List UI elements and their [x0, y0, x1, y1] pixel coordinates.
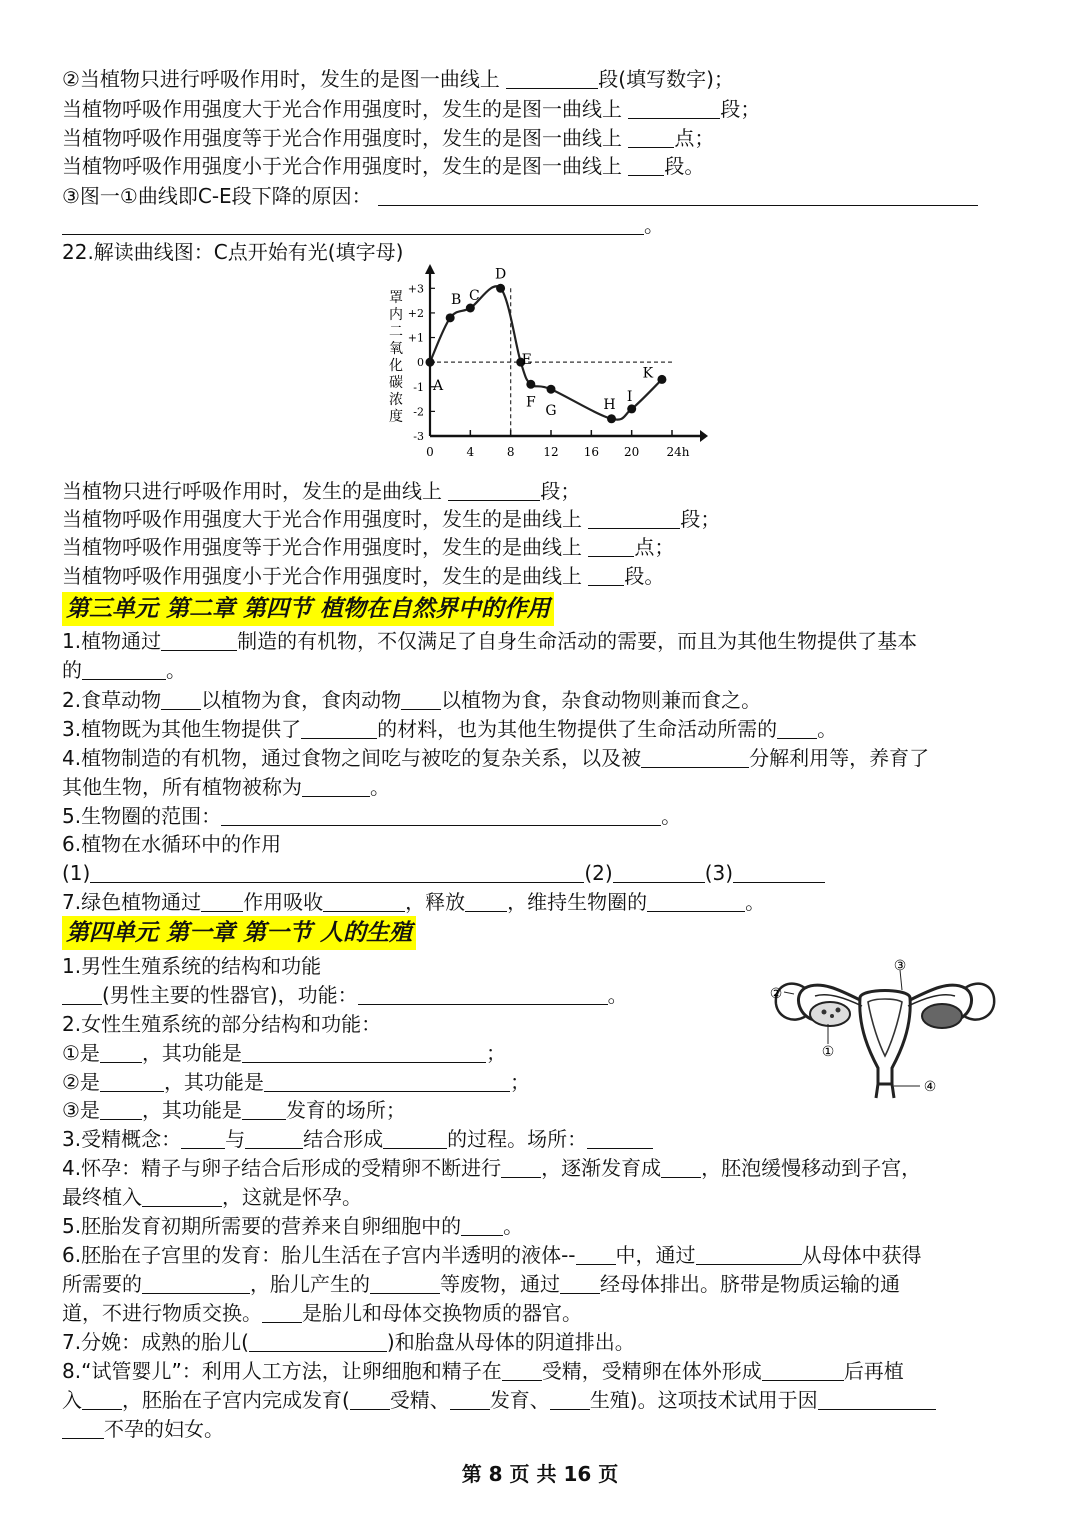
answer-blank[interactable]: [560, 1275, 600, 1294]
page-footer: 第 8 页 共 16 页: [461, 1462, 619, 1486]
answer-blank[interactable]: [613, 864, 705, 883]
answer-blank[interactable]: [323, 893, 405, 912]
answer-blank[interactable]: [588, 510, 680, 529]
answer-blank[interactable]: [350, 1391, 390, 1410]
x-tick-label: 24h: [666, 445, 690, 459]
answer-blank[interactable]: [142, 1188, 222, 1207]
data-point: [526, 380, 535, 389]
section-heading: 第三单元 第二章 第四节 植物在自然界中的作用: [62, 592, 554, 626]
answer-blank[interactable]: [249, 1333, 387, 1352]
text-line: 道，不进行物质交换。 是胎儿和母体交换物质的器官。: [62, 1301, 582, 1325]
y-tick-label: -2: [413, 405, 424, 419]
point-label: B: [451, 291, 462, 308]
y-tick-label: +2: [407, 306, 424, 320]
y-label-char: 氧: [389, 341, 403, 357]
x-tick-label: 12: [543, 445, 559, 459]
answer-blank[interactable]: [358, 986, 608, 1005]
answer-blank[interactable]: [242, 1101, 286, 1120]
point-label: E: [521, 352, 532, 369]
answer-blank[interactable]: [587, 1130, 653, 1149]
text-line: 不孕的妇女。: [62, 1416, 224, 1442]
answer-blank[interactable]: [628, 129, 674, 148]
text-line: 3.受精概念： 与 结合形成 的过程。场所：: [62, 1126, 653, 1152]
text-line: (男性主要的性器官)，功能： 。: [62, 982, 628, 1008]
section-heading: 第四单元 第一章 第一节 人的生殖: [62, 916, 416, 950]
text-line: 4.怀孕：精子与卵子结合后形成的受精卵不断进行 ，逐渐发育成 ，胚泡缓慢移动到子宫，: [62, 1156, 922, 1180]
answer-blank[interactable]: [264, 1073, 510, 1092]
label-2: ②: [769, 986, 783, 1002]
y-label-char: 浓: [389, 392, 403, 408]
text-line: 当植物呼吸作用强度小于光合作用强度时，发生的是图一曲线上 段。: [62, 154, 705, 178]
x-tick-label: 4: [466, 445, 475, 459]
answer-blank[interactable]: [401, 691, 441, 710]
text-line: (1) (2) (3): [62, 860, 825, 886]
y-tick-label: -3: [413, 430, 424, 443]
answer-blank[interactable]: [221, 807, 661, 826]
text-line: 。: [62, 212, 664, 238]
label-3: ③: [893, 958, 907, 974]
answer-blank[interactable]: [588, 538, 634, 557]
answer-blank[interactable]: [661, 1159, 701, 1178]
answer-blank[interactable]: [100, 1073, 164, 1092]
answer-blank[interactable]: [201, 893, 243, 912]
text-line: ②是 ，其功能是 ；: [62, 1070, 530, 1094]
y-axis-arrow: [425, 264, 435, 274]
answer-blank[interactable]: [62, 986, 102, 1005]
text-line: 当植物呼吸作用强度大于光合作用强度时，发生的是曲线上 段；: [62, 507, 721, 531]
answer-blank[interactable]: [461, 1217, 503, 1236]
answer-blank[interactable]: [62, 1420, 104, 1439]
data-point: [466, 304, 475, 313]
text-line: 6.植物在水循环中的作用: [62, 832, 282, 856]
point-label: G: [545, 403, 557, 420]
answer-blank[interactable]: [181, 1130, 225, 1149]
answer-blank[interactable]: [762, 1362, 844, 1381]
data-point: [446, 313, 455, 322]
point-label: H: [603, 396, 616, 413]
point-label: C: [468, 288, 480, 304]
answer-blank[interactable]: [696, 1246, 802, 1265]
y-label-char: 度: [389, 409, 403, 425]
data-point: [657, 375, 666, 384]
x-tick-label: 20: [624, 445, 640, 459]
answer-blank[interactable]: [628, 157, 664, 176]
text-line: 4.植物制造的有机物，通过食物之间吃与被吃的复杂关系，以及被 分解利用等，养育了: [62, 746, 930, 770]
answer-blank[interactable]: [161, 632, 237, 651]
answer-blank[interactable]: [647, 893, 745, 912]
text-line: 当植物呼吸作用强度等于光合作用强度时，发生的是图一曲线上 点；: [62, 126, 715, 150]
text-line: 当植物呼吸作用强度小于光合作用强度时，发生的是曲线上 段。: [62, 564, 665, 588]
text-line: 入 ，胚胎在子宫内完成发育( 受精、 发育、 生殖)。这项技术试用于因: [62, 1387, 936, 1413]
answer-blank[interactable]: [383, 1130, 447, 1149]
question-22: 22.解读曲线图：C点开始有光(填字母): [62, 240, 404, 264]
point-label: F: [525, 394, 536, 411]
answer-blank[interactable]: [302, 778, 370, 797]
co2-curve-chart: [372, 264, 708, 464]
y-axis-label: [389, 290, 403, 425]
text-line: 当植物呼吸作用强度大于光合作用强度时，发生的是图一曲线上 段；: [62, 97, 761, 121]
text-line: 5.生物圈的范围： 。: [62, 804, 682, 828]
point-label: K: [642, 365, 654, 382]
answer-blank[interactable]: [62, 216, 644, 235]
answer-blank[interactable]: [301, 720, 377, 739]
y-tick-label: +1: [407, 331, 424, 345]
y-label-char: 内: [389, 307, 403, 323]
text-line: 所需要的 ，胎儿产生的 等废物，通过 经母体排出。脐带是物质运输的通: [62, 1272, 900, 1296]
answer-blank[interactable]: [82, 661, 166, 680]
answer-blank[interactable]: [506, 70, 598, 89]
answer-blank[interactable]: [501, 1159, 541, 1178]
text-line: 6.胚胎在子宫里的发育：胎儿生活在子宫内半透明的液体-- 中，通过 从母体中获得: [62, 1243, 922, 1267]
x-axis-arrow: [700, 430, 708, 442]
answer-blank[interactable]: [502, 1362, 542, 1381]
x-tick-label: 8: [506, 445, 515, 459]
answer-blank[interactable]: [161, 691, 201, 710]
answer-blank[interactable]: [576, 1246, 616, 1265]
answer-blank[interactable]: [448, 482, 540, 501]
text-line: ②当植物只进行呼吸作用时，发生的是图一曲线上 段(填写数字)；: [62, 67, 734, 91]
answer-blank[interactable]: [378, 187, 978, 206]
answer-blank[interactable]: [550, 1391, 590, 1410]
label-1: ①: [821, 1044, 835, 1060]
answer-blank[interactable]: [777, 720, 817, 739]
text-line: 其他生物，所有植物被称为 。: [62, 775, 390, 799]
text-line: 1.植物通过 制造的有机物，不仅满足了自身生命活动的需要，而且为其他生物提供了基本: [62, 629, 918, 653]
answer-blank[interactable]: [370, 1275, 440, 1294]
answer-blank[interactable]: [245, 1130, 303, 1149]
text-line: 1.男性生殖系统的结构和功能: [62, 954, 322, 978]
x-tick-label: 0: [426, 445, 434, 459]
point-label: A: [432, 378, 444, 395]
text-line: 3.植物既为其他生物提供了 的材料，也为其他生物提供了生命活动所需的 。: [62, 717, 838, 741]
answer-blank[interactable]: [90, 864, 584, 883]
answer-blank[interactable]: [262, 1304, 302, 1323]
text-line: 最终植入 ，这就是怀孕。: [62, 1185, 362, 1209]
text-line: 2.女性生殖系统的部分结构和功能：: [62, 1012, 382, 1036]
text-line: ③图一①曲线即C-E段下降的原因：: [62, 183, 978, 209]
answer-blank[interactable]: [100, 1044, 142, 1063]
y-label-char: 二: [389, 324, 403, 340]
point-label: I: [626, 388, 633, 405]
answer-blank[interactable]: [450, 1391, 490, 1410]
y-label-char: 碳: [389, 375, 403, 391]
text-line: ①是 ，其功能是 ；: [62, 1041, 506, 1065]
answer-blank[interactable]: [242, 1044, 486, 1063]
text-line: 当植物呼吸作用强度等于光合作用强度时，发生的是曲线上 点；: [62, 535, 675, 559]
label-4: ④: [923, 1079, 937, 1095]
data-point: [496, 284, 505, 293]
answer-blank[interactable]: [588, 567, 624, 586]
x-tick-label: 16: [583, 445, 599, 459]
answer-blank[interactable]: [733, 864, 825, 883]
data-point: [627, 404, 636, 413]
data-point: [607, 414, 616, 423]
y-tick-label: -1: [413, 380, 424, 394]
answer-blank[interactable]: [641, 749, 749, 768]
text-line: 的 。: [62, 658, 186, 682]
y-tick-label: 0: [417, 356, 424, 370]
text-line: 7.绿色植物通过 作用吸收 ，释放 ，维持生物圈的 。: [62, 890, 766, 914]
y-label-char: 罩: [389, 290, 403, 306]
answer-blank[interactable]: [818, 1391, 936, 1410]
y-label-char: 化: [389, 358, 403, 374]
answer-blank[interactable]: [82, 1391, 122, 1410]
data-point: [547, 385, 556, 394]
text-line: ③是 ，其功能是 发育的场所；: [62, 1098, 406, 1122]
point-label: D: [494, 266, 507, 283]
data-point: [426, 358, 435, 367]
female-reproductive-diagram: [760, 958, 1010, 1100]
answer-blank[interactable]: [100, 1101, 142, 1120]
text-line: 2.食草动物 以植物为食，食肉动物 以植物为食，杂食动物则兼而食之。: [62, 688, 762, 712]
text-line: 7.分娩：成熟的胎儿( )和胎盘从母体的阴道排出。: [62, 1330, 635, 1354]
text-line: 当植物只进行呼吸作用时，发生的是曲线上 段；: [62, 479, 581, 503]
answer-blank[interactable]: [628, 100, 720, 119]
y-tick-label: +3: [407, 282, 424, 296]
text-line: 8.“试管婴儿”：利用人工方法，让卵细胞和精子在 受精，受精卵在体外形成 后再植: [62, 1359, 904, 1383]
answer-blank[interactable]: [465, 893, 507, 912]
answer-blank[interactable]: [142, 1275, 250, 1294]
text-line: 5.胚胎发育初期所需要的营养来自卵细胞中的 。: [62, 1214, 524, 1238]
